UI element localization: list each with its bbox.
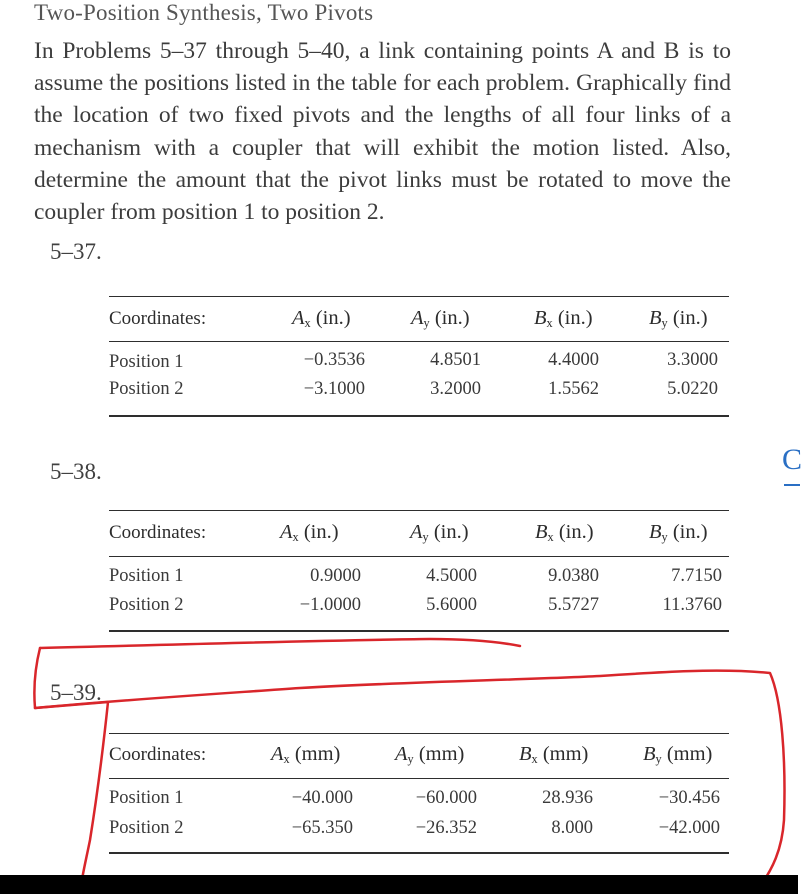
header-ax: $A_x$ (mm) <box>271 743 341 767</box>
cell-ax-position-2: −1.0000 <box>299 595 361 615</box>
row-label-position-2: Position 2 <box>109 595 184 615</box>
row-label-position-1: Position 1 <box>109 352 184 372</box>
cell-ax-position-1: −0.3536 <box>303 350 365 370</box>
cell-by-position-2: −42.000 <box>658 818 720 838</box>
row-label-position-1: Position 1 <box>109 788 184 808</box>
header-ay: $A_y$ (mm) <box>395 743 465 767</box>
cell-bx-position-1: 4.4000 <box>548 350 599 370</box>
header-coordinates-label: Coordinates: <box>109 308 207 329</box>
cell-ax-position-2: −65.350 <box>291 818 353 838</box>
header-ay: $A_y$ (in.) <box>411 307 470 331</box>
row-label-position-2: Position 2 <box>109 818 184 838</box>
header-ax: $A_x$ (in.) <box>292 307 351 331</box>
cell-by-position-2: 11.3760 <box>662 595 722 615</box>
header-coordinates-label: Coordinates: <box>109 744 207 765</box>
problem-number-5-39: 5–39. <box>50 680 102 705</box>
section-title: Two-Position Synthesis, Two Pivots <box>34 0 374 25</box>
cell-ay-position-2: −26.352 <box>415 818 477 838</box>
problem-intro-text: In Problems 5–37 through 5–40, a link containing points A and B is to assume the positions listed in the table for each problem. Graphically find the location of two fixed pivots and the lengths of all four links of a mechanism with a coupler that will exhibit the motion listed. Also, determine the amount that the pivot links must be rotated to move the coupler from position 1 to position 2. <box>34 38 731 226</box>
cell-by-position-2: 5.0220 <box>667 379 718 399</box>
cell-bx-position-1: 28.936 <box>542 788 593 808</box>
cell-bx-position-2: 8.000 <box>551 818 593 838</box>
cell-bx-position-2: 1.5562 <box>548 379 599 399</box>
header-ay: $A_y$ (in.) <box>410 521 469 545</box>
row-label-position-1: Position 1 <box>109 566 184 586</box>
cell-ax-position-1: −40.000 <box>291 788 353 808</box>
cell-ay-position-1: 4.5000 <box>426 566 477 586</box>
header-coordinates-label: Coordinates: <box>109 522 207 543</box>
edge-link-glyph: C <box>782 440 800 490</box>
annotation-stroke-main <box>34 648 784 886</box>
cell-ay-position-1: 4.8501 <box>430 350 481 370</box>
annotation-stroke-top <box>40 639 520 648</box>
header-ax: $A_x$ (in.) <box>280 521 339 545</box>
bottom-black-bar <box>0 875 798 894</box>
cell-bx-position-2: 5.5727 <box>548 595 599 615</box>
header-bx: $B_x$ (in.) <box>534 307 593 331</box>
problem-number-5-37: 5–37. <box>50 239 102 264</box>
cell-ax-position-1: 0.9000 <box>310 566 361 586</box>
annotation-stroke-left <box>35 702 108 892</box>
cell-ay-position-2: 5.6000 <box>426 595 477 615</box>
header-by: $B_y$ (in.) <box>649 307 708 331</box>
cell-by-position-1: 3.3000 <box>667 350 718 370</box>
cell-by-position-1: −30.456 <box>658 788 720 808</box>
cell-by-position-1: 7.7150 <box>671 566 722 586</box>
header-bx: $B_x$ (in.) <box>535 521 594 545</box>
cell-ay-position-2: 3.2000 <box>430 379 481 399</box>
cell-bx-position-1: 9.0380 <box>548 566 599 586</box>
header-by: $B_y$ (mm) <box>643 743 713 767</box>
cell-ay-position-1: −60.000 <box>415 788 477 808</box>
header-bx: $B_x$ (mm) <box>519 743 589 767</box>
cell-ax-position-2: −3.1000 <box>303 379 365 399</box>
header-by: $B_y$ (in.) <box>649 521 708 545</box>
problem-number-5-38: 5–38. <box>50 459 102 484</box>
row-label-position-2: Position 2 <box>109 379 184 399</box>
